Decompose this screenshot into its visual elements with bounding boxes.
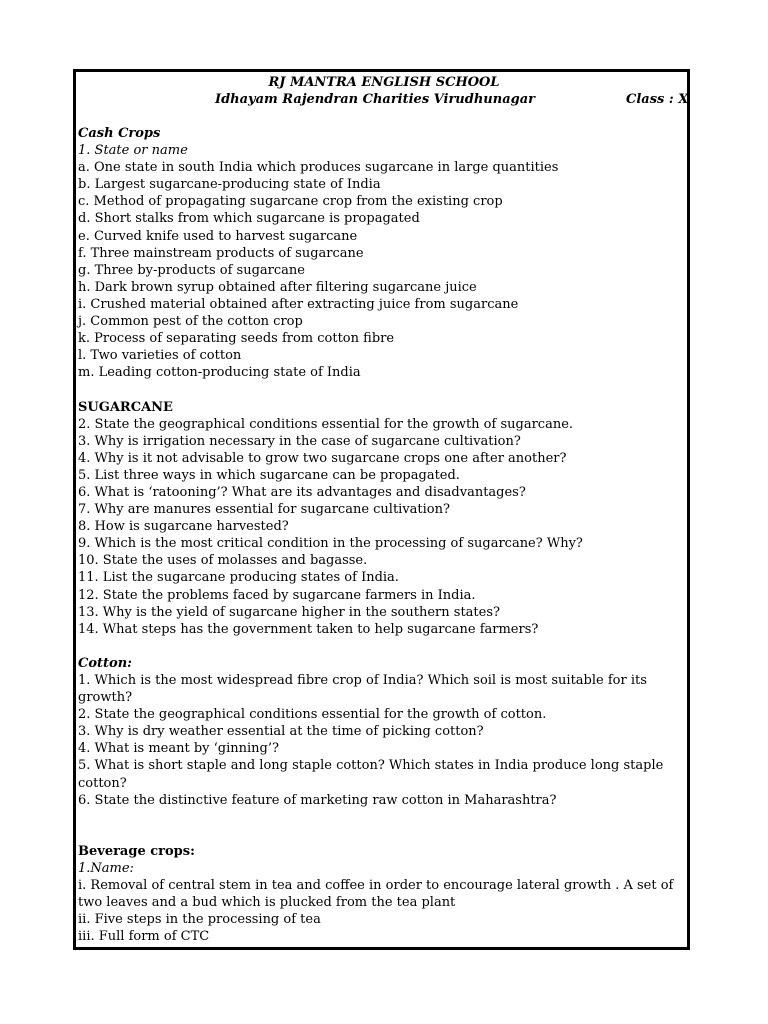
- list-item: 3. Why is irrigation necessary in the case of sugarcane cultivation?: [78, 433, 521, 449]
- class-label: Class : X: [626, 92, 689, 107]
- list-item: 3. Why is dry weather essential at the time of picking cotton?: [78, 724, 484, 740]
- list-item: 4. Why is it not advisable to grow two sugarcane crops one after another?: [78, 450, 567, 466]
- list-item: 6. State the distinctive feature of marketing raw cotton in Maharashtra?: [78, 792, 557, 808]
- list-item: a. One state in south India which produces sugarcane in large quantities: [78, 160, 559, 176]
- list-item: 7. Why are manures essential for sugarcane cultivation?: [78, 502, 450, 518]
- list-item: h. Dark brown syrup obtained after filtering sugarcane juice: [78, 279, 477, 295]
- organization-name: Idhayam Rajendran Charities Virudhunagar: [215, 92, 535, 107]
- beverage-subheading: 1.Name:: [78, 861, 134, 877]
- list-item: k. Process of separating seeds from cotton fibre: [78, 331, 395, 347]
- list-item: 12. State the problems faced by sugarcane farmers in India.: [78, 587, 476, 603]
- list-item: iii. Full form of CTC: [78, 929, 210, 945]
- list-item: m. Leading cotton-producing state of India: [78, 365, 361, 381]
- list-item: i. Crushed material obtained after extracting juice from sugarcane: [78, 296, 519, 312]
- list-item: 2. State the geographical conditions essential for the growth of cotton.: [78, 707, 547, 723]
- sugarcane-heading: SUGARCANE: [78, 399, 173, 415]
- list-item: 13. Why is the yield of sugarcane higher in the southern states?: [78, 604, 500, 620]
- list-item: 2. State the geographical conditions essential for the growth of sugarcane.: [78, 416, 574, 432]
- list-item: c. Method of propagating sugarcane crop from the existing crop: [78, 194, 503, 210]
- worksheet-content: [78, 125, 688, 946]
- list-item: 5. What is short staple and long staple cotton? Which states in India produce long staple cotton?: [78, 758, 664, 791]
- list-item: b. Largest sugarcane-producing state of India: [78, 177, 381, 193]
- list-item: d. Short stalks from which sugarcane is propagated: [78, 211, 420, 227]
- list-item: 14. What steps has the government taken to help sugarcane farmers?: [78, 621, 539, 637]
- list-item: e. Curved knife used to harvest sugarcane: [78, 228, 358, 244]
- beverage-heading: Beverage crops:: [78, 843, 195, 859]
- list-item: 6. What is ‘ratooning’? What are its advantages and disadvantages?: [78, 484, 526, 500]
- list-item: l. Two varieties of cotton: [78, 348, 242, 364]
- list-item: 9. Which is the most critical condition in the processing of sugarcane? Why?: [78, 536, 583, 552]
- list-item: 1. Which is the most widespread fibre crop of India? Which soil is most suitable for its growth?: [78, 673, 647, 706]
- cash-crops-subheading: 1. State or name: [78, 143, 188, 159]
- list-item: f. Three mainstream products of sugarcane: [78, 245, 364, 261]
- list-item: g. Three by-products of sugarcane: [78, 262, 305, 278]
- cash-crops-heading: Cash Crops: [78, 126, 161, 141]
- list-item: i. Removal of central stem in tea and coffee in order to encourage lateral growth . A set of two leaves and a bud which is plucked from the tea plant: [78, 878, 674, 911]
- list-item: 10. State the uses of molasses and bagasse.: [78, 553, 368, 569]
- school-name: RJ MANTRA ENGLISH SCHOOL: [268, 75, 500, 90]
- list-item: 4. What is meant by ‘ginning’?: [78, 741, 279, 757]
- list-item: 5. List three ways in which sugarcane can be propagated.: [78, 467, 460, 483]
- list-item: 8. How is sugarcane harvested?: [78, 519, 289, 535]
- list-item: ii. Five steps in the processing of tea: [78, 912, 321, 928]
- list-item: j. Common pest of the cotton crop: [78, 314, 303, 330]
- list-item: 11. List the sugarcane producing states of India.: [78, 570, 399, 586]
- cotton-heading: Cotton:: [78, 655, 132, 671]
